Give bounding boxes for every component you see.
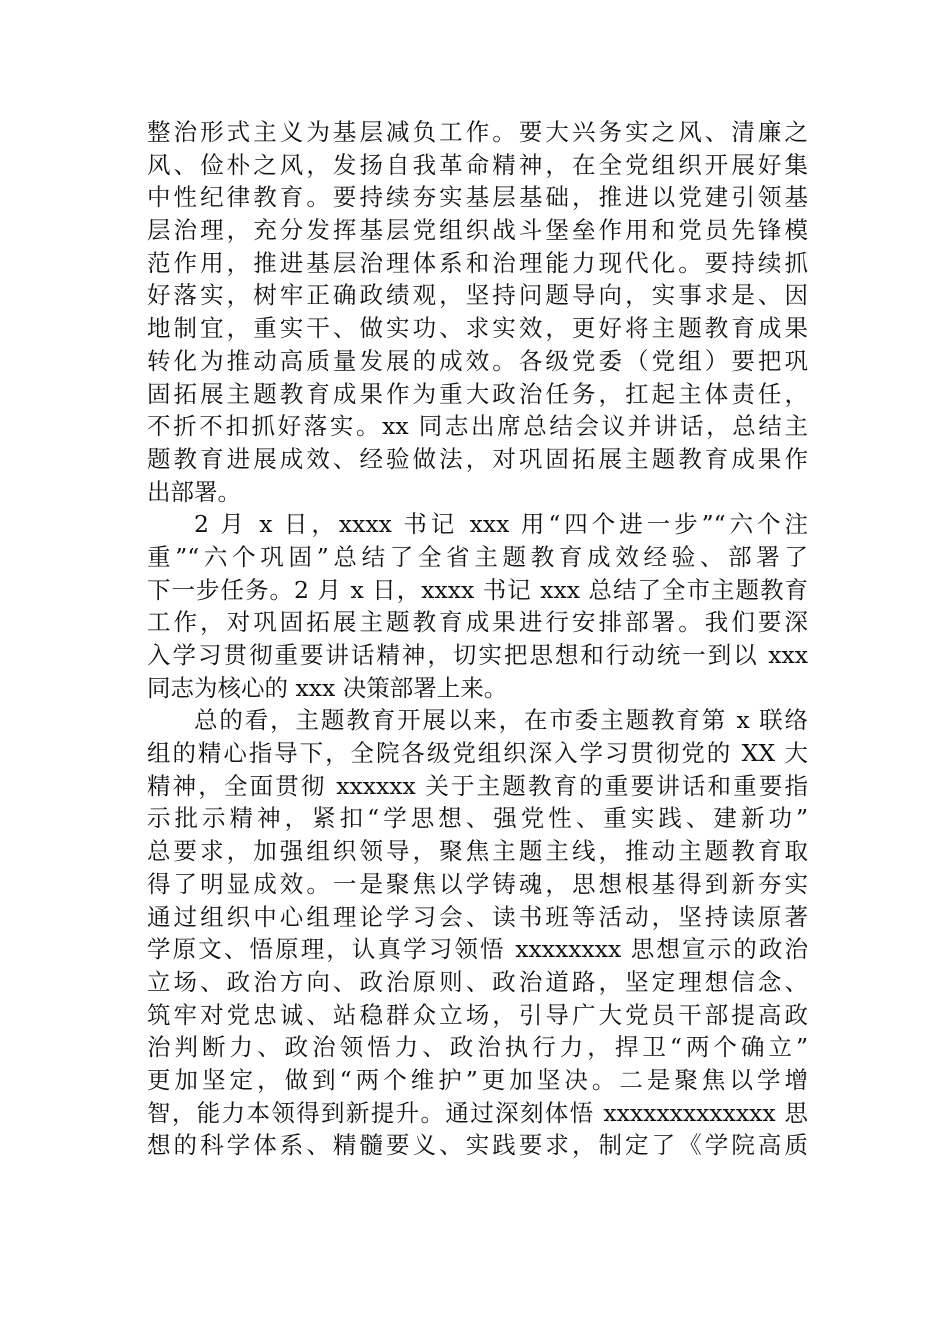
text-line: 总要求，加强组织领导，聚焦主题主线，推动主题教育取	[147, 837, 808, 866]
text-line: 筑牢对党忠诚、站稳群众立场，引导广大党员干部提高政	[147, 1000, 808, 1029]
text-line: 重”“六个巩固”总结了全省主题教育成效经验、部署了	[147, 542, 808, 571]
text-line: 下一步任务。2 月 x 日，xxxx 书记 xxx 总结了全市主题教育	[147, 575, 808, 604]
text-line: 出部署。	[147, 477, 241, 506]
text-line: 入学习贯彻重要讲话精神，切实把思想和行动统一到以 xxx	[147, 641, 808, 669]
text-line: 2 月 x 日，xxxx 书记 xxx 用“四个进一步”“六个注	[194, 510, 808, 539]
text-line: 好落实，树牢正确政绩观，坚持问题导向，实事求是、因	[147, 281, 808, 310]
text-line: 整治形式主义为基层减负工作。要大兴务实之风、清廉之	[147, 118, 808, 146]
paragraph-1	[147, 116, 808, 508]
text-line: 层治理，充分发挥基层党组织战斗堡垒作用和党员先锋模	[147, 216, 808, 245]
text-line: 学原文、悟原理，认真学习领悟 xxxxxxxx 思想宣示的政治	[147, 935, 808, 964]
text-line: 立场、政治方向、政治原则、政治道路，坚定理想信念、	[147, 967, 808, 996]
text-line: 地制宜，重实干、做实功、求实效，更好将主题教育成果	[147, 314, 808, 343]
text-line: 范作用，推进基层治理体系和治理能力现代化。要持续抓	[147, 248, 808, 277]
text-line: 转化为推动高质量发展的成效。各级党委（党组）要把巩	[147, 346, 808, 375]
text-line: 得了明显成效。一是聚焦以学铸魂，思想根基得到新夯实	[147, 869, 808, 898]
text-line: 组的精心指导下，全院各级党组织深入学习贯彻党的 XX 大	[147, 739, 808, 768]
text-line: 固拓展主题教育成果作为重大政治任务，扛起主体责任，	[147, 379, 808, 408]
text-line: 中性纪律教育。要持续夯实基层基础，推进以党建引领基	[147, 183, 808, 212]
text-line: 同志为核心的 xxx 决策部署上来。	[147, 673, 508, 702]
text-line: 风、俭朴之风，发扬自我革命精神，在全党组织开展好集	[147, 150, 808, 179]
document-body	[147, 116, 808, 1162]
text-line: 通过组织中心组理论学习会、读书班等活动，坚持读原著	[147, 902, 808, 931]
text-line: 更加坚定，做到“两个维护”更加坚决。二是聚焦以学增	[147, 1065, 808, 1094]
text-line: 治判断力、政治领悟力、政治执行力，捍卫“两个确立”	[147, 1033, 808, 1062]
text-line: 工作，对巩固拓展主题教育成果进行安排部署。我们要深	[147, 608, 808, 637]
text-line: 示批示精神，紧扣“学思想、强党性、重实践、建新功”	[147, 804, 808, 833]
text-line: 总的看，主题教育开展以来，在市委主题教育第 x 联络	[194, 706, 808, 735]
text-line: 不折不扣抓好落实。xx 同志出席总结会议并讲话，总结主	[147, 412, 808, 441]
paragraph-3	[147, 704, 808, 1162]
text-line: 精神，全面贯彻 xxxxxx 关于主题教育的重要讲话和重要指	[147, 771, 808, 800]
text-line: 智，能力本领得到新提升。通过深刻体悟 xxxxxxxxxxxxx 思	[147, 1098, 808, 1127]
paragraph-2	[147, 508, 808, 704]
text-line: 题教育进展成效、经验做法，对巩固拓展主题教育成果作	[147, 444, 808, 473]
text-line: 想的科学体系、精髓要义、实践要求，制定了《学院高质	[147, 1131, 808, 1160]
